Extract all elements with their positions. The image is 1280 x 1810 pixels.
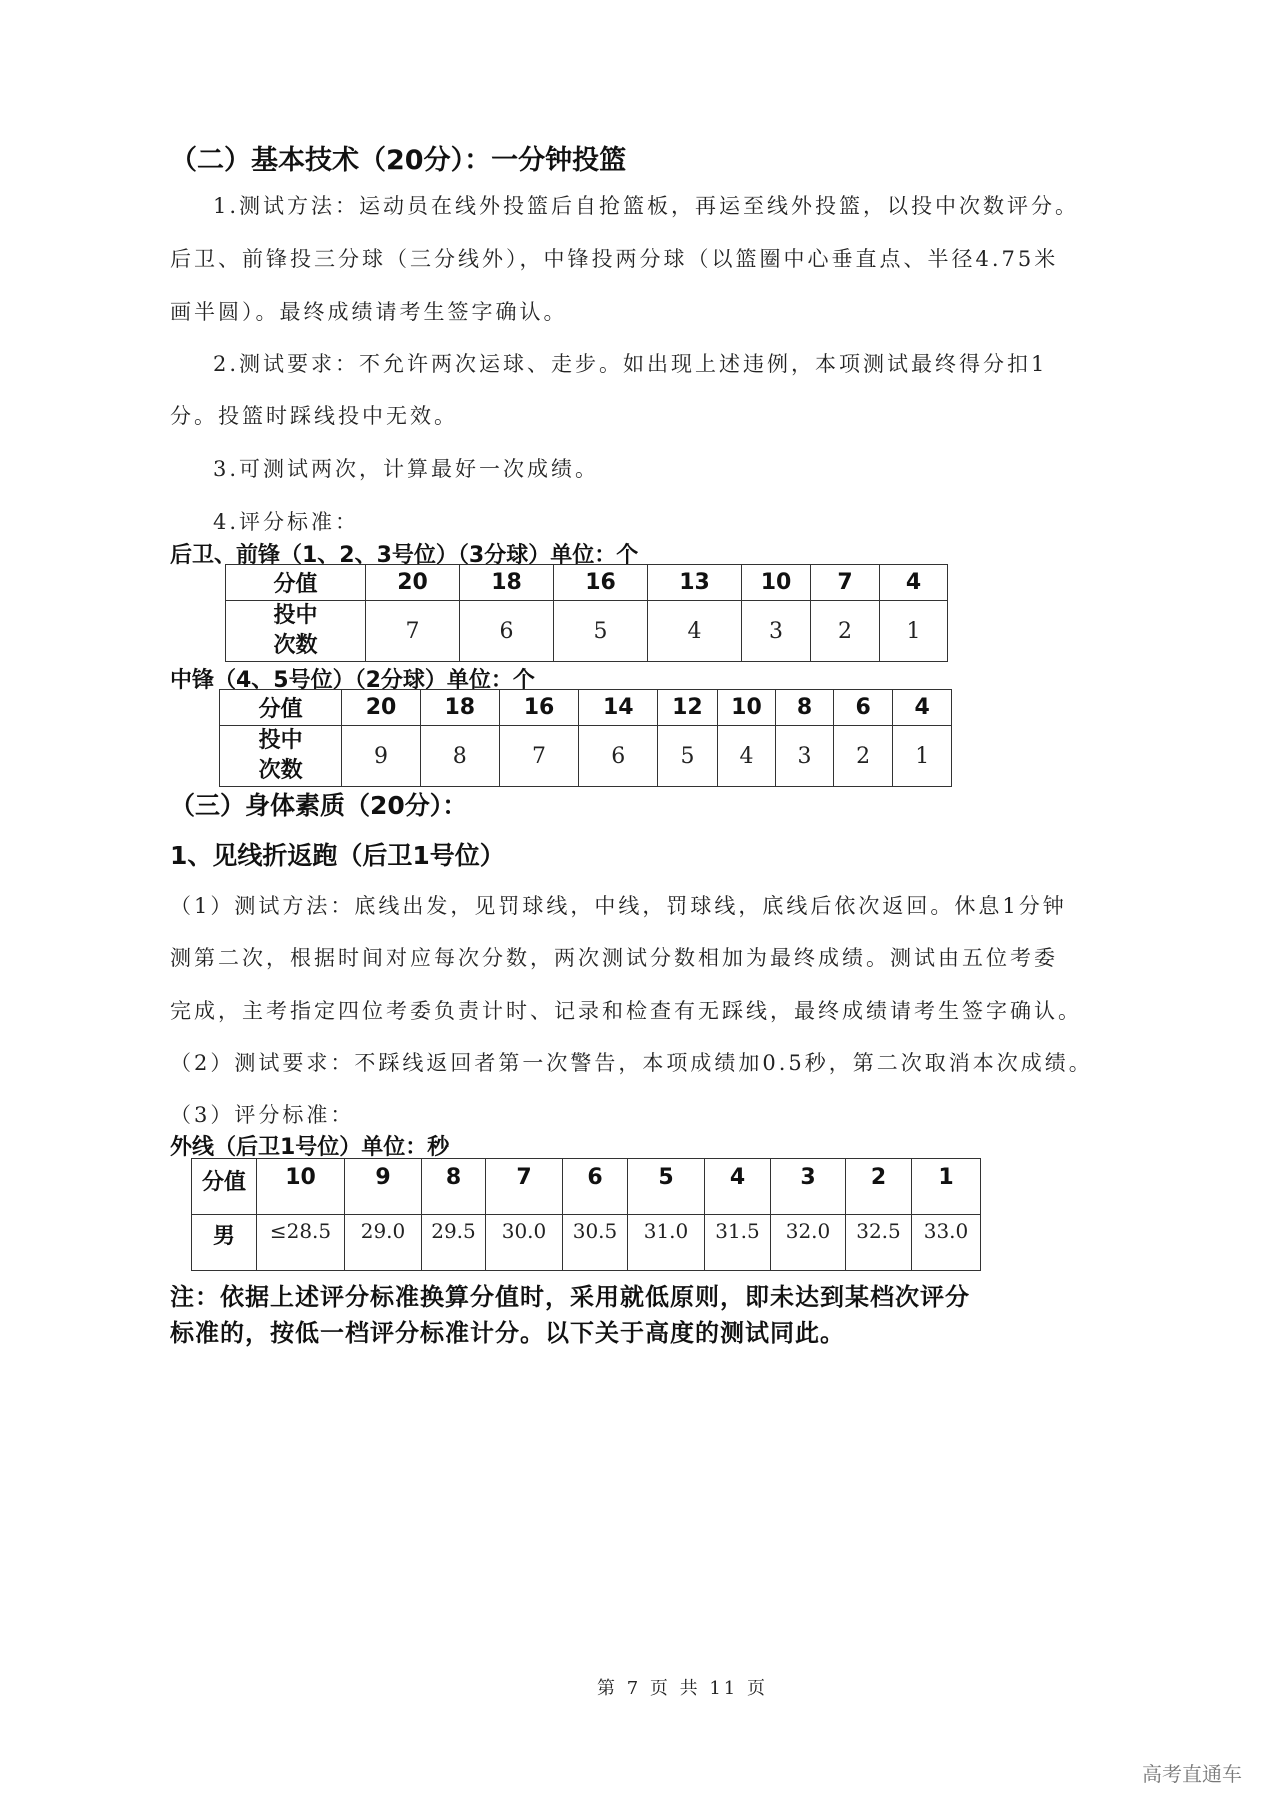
table3-time-cell: 32.5 [846,1215,912,1271]
table3-score-cell: 6 [563,1159,628,1215]
table3-score-cell: 9 [345,1159,422,1215]
table3-header-male: 男 [192,1215,257,1271]
table2-hits-cell: 5 [658,726,718,787]
table3-time-cell: 30.5 [563,1215,628,1271]
table3-score-cell: 1 [912,1159,981,1215]
table1-hits-cell: 1 [880,601,948,662]
table1-score-cell: 20 [366,565,460,601]
table3-time-cell: 33.0 [912,1215,981,1271]
table1-score-cell: 18 [460,565,554,601]
table3-time-cell: 31.5 [705,1215,771,1271]
table2-hits-cell: 4 [717,726,776,787]
table1-score-cell: 16 [554,565,648,601]
paragraph-test-requirement-cont: 分。投篮时踩线投中无效。 [170,404,458,428]
table1-hits-cell: 6 [460,601,554,662]
note-line-2: 标准的，按低一档评分标准计分。以下关于高度的测试同此。 [170,1319,845,1347]
paragraph-shuttle-method: （1）测试方法：底线出发，见罚球线，中线，罚球线，底线后依次返回。休息1分钟 [170,894,1067,918]
table3-time-cell: 29.5 [422,1215,486,1271]
table1-header-hits-line1: 投中 [273,603,318,628]
table1-hits-row [226,601,948,662]
table1-hits-cell: 2 [811,601,880,662]
table3-male-row [192,1215,981,1271]
table3-caption: 外线（后卫1号位）单位：秒 [170,1135,450,1160]
table-center-shooting [219,689,952,787]
paragraph-shuttle-requirement: （2）测试要求：不踩线返回者第一次警告，本项成绩加0.5秒，第二次取消本次成绩。 [170,1051,1093,1075]
table3-score-cell: 10 [257,1159,345,1215]
table2-hits-cell: 1 [893,726,952,787]
table2-score-cell: 20 [342,690,421,726]
table2-hits-row [220,726,952,787]
table1-header-hits [226,601,366,662]
paragraph-test-method: 1.测试方法：运动员在线外投篮后自抢篮板，再运至线外投篮，以投中次数评分。 [213,194,1080,218]
table2-caption: 中锋（4、5号位）（2分球）单位：个 [170,668,535,693]
paragraph-shuttle-scoring: （3）评分标准： [170,1103,355,1127]
table2-hits-cell: 9 [342,726,421,787]
table2-hits-cell: 7 [499,726,579,787]
table2-hits-cell: 6 [579,726,658,787]
table3-score-cell: 8 [422,1159,486,1215]
table1-hits-cell: 4 [648,601,742,662]
table1-header-score: 分值 [226,565,366,601]
paragraph-shuttle-method-cont2: 完成，主考指定四位考委负责计时、记录和检查有无踩线，最终成绩请考生签字确认。 [170,999,1082,1023]
paragraph-test-requirement: 2.测试要求：不允许两次运球、走步。如出现上述违例，本项测试最终得分扣1 [213,352,1048,376]
subheading-shuttle-run: 1、见线折返跑（后卫1号位） [170,841,505,870]
paragraph-shuttle-method-cont1: 测第二次，根据时间对应每次分数，两次测试分数相加为最终成绩。测试由五位考委 [170,946,1058,970]
note-line-1: 注：依据上述评分标准换算分值时，采用就低原则，即未达到某档次评分 [170,1283,970,1311]
table2-header-hits [220,726,342,787]
table3-score-cell: 2 [846,1159,912,1215]
table2-score-cell: 4 [893,690,952,726]
table3-time-cell: ≤28.5 [257,1215,345,1271]
table-guard-forward-shooting [225,564,948,662]
table2-hits-cell: 3 [776,726,834,787]
paragraph-attempts: 3.可测试两次，计算最好一次成绩。 [213,457,600,481]
paragraph-test-method-cont2: 画半圆）。最终成绩请考生签字确认。 [170,300,568,324]
paragraph-test-method-cont1: 后卫、前锋投三分球（三分线外），中锋投两分球（以篮圈中心垂直点、半径4.75米 [170,247,1059,271]
table1-score-row [226,565,948,601]
table3-score-cell: 4 [705,1159,771,1215]
table2-header-hits-line1: 投中 [258,728,303,753]
table3-score-row [192,1159,981,1215]
table2-score-cell: 10 [717,690,776,726]
table3-score-cell: 3 [771,1159,846,1215]
table-shuttle-run-scoring [191,1158,981,1271]
table3-header-score: 分值 [192,1159,257,1215]
section-heading-physical-fitness: （三）身体素质（20分）： [170,791,468,820]
table2-score-cell: 6 [833,690,893,726]
section-heading-basic-skills: （二）基本技术（20分）：一分钟投篮 [170,145,627,176]
watermark-text: 高考直通车 [1142,1762,1242,1786]
table3-score-cell: 5 [628,1159,705,1215]
table1-hits-cell: 7 [366,601,460,662]
table1-header-hits-line2: 次数 [273,633,318,658]
table2-score-cell: 14 [579,690,658,726]
table2-score-row [220,690,952,726]
paragraph-scoring-standard: 4.评分标准： [213,510,360,534]
table1-score-cell: 13 [648,565,742,601]
table2-score-cell: 18 [420,690,499,726]
table2-score-cell: 8 [776,690,834,726]
table1-score-cell: 10 [742,565,811,601]
table1-score-cell: 4 [880,565,948,601]
table1-hits-cell: 5 [554,601,648,662]
table2-header-score: 分值 [220,690,342,726]
table1-hits-cell: 3 [742,601,811,662]
table2-hits-cell: 8 [420,726,499,787]
table3-time-cell: 30.0 [486,1215,563,1271]
table3-time-cell: 31.0 [628,1215,705,1271]
table3-time-cell: 29.0 [345,1215,422,1271]
table3-score-cell: 7 [486,1159,563,1215]
table3-time-cell: 32.0 [771,1215,846,1271]
table2-score-cell: 16 [499,690,579,726]
page-indicator: 第 7 页 共 11 页 [597,1678,768,1699]
table2-hits-cell: 2 [833,726,893,787]
table1-score-cell: 7 [811,565,880,601]
table1-caption: 后卫、前锋（1、2、3号位）（3分球）单位：个 [170,543,639,568]
table2-header-hits-line2: 次数 [258,758,303,783]
table2-score-cell: 12 [658,690,718,726]
